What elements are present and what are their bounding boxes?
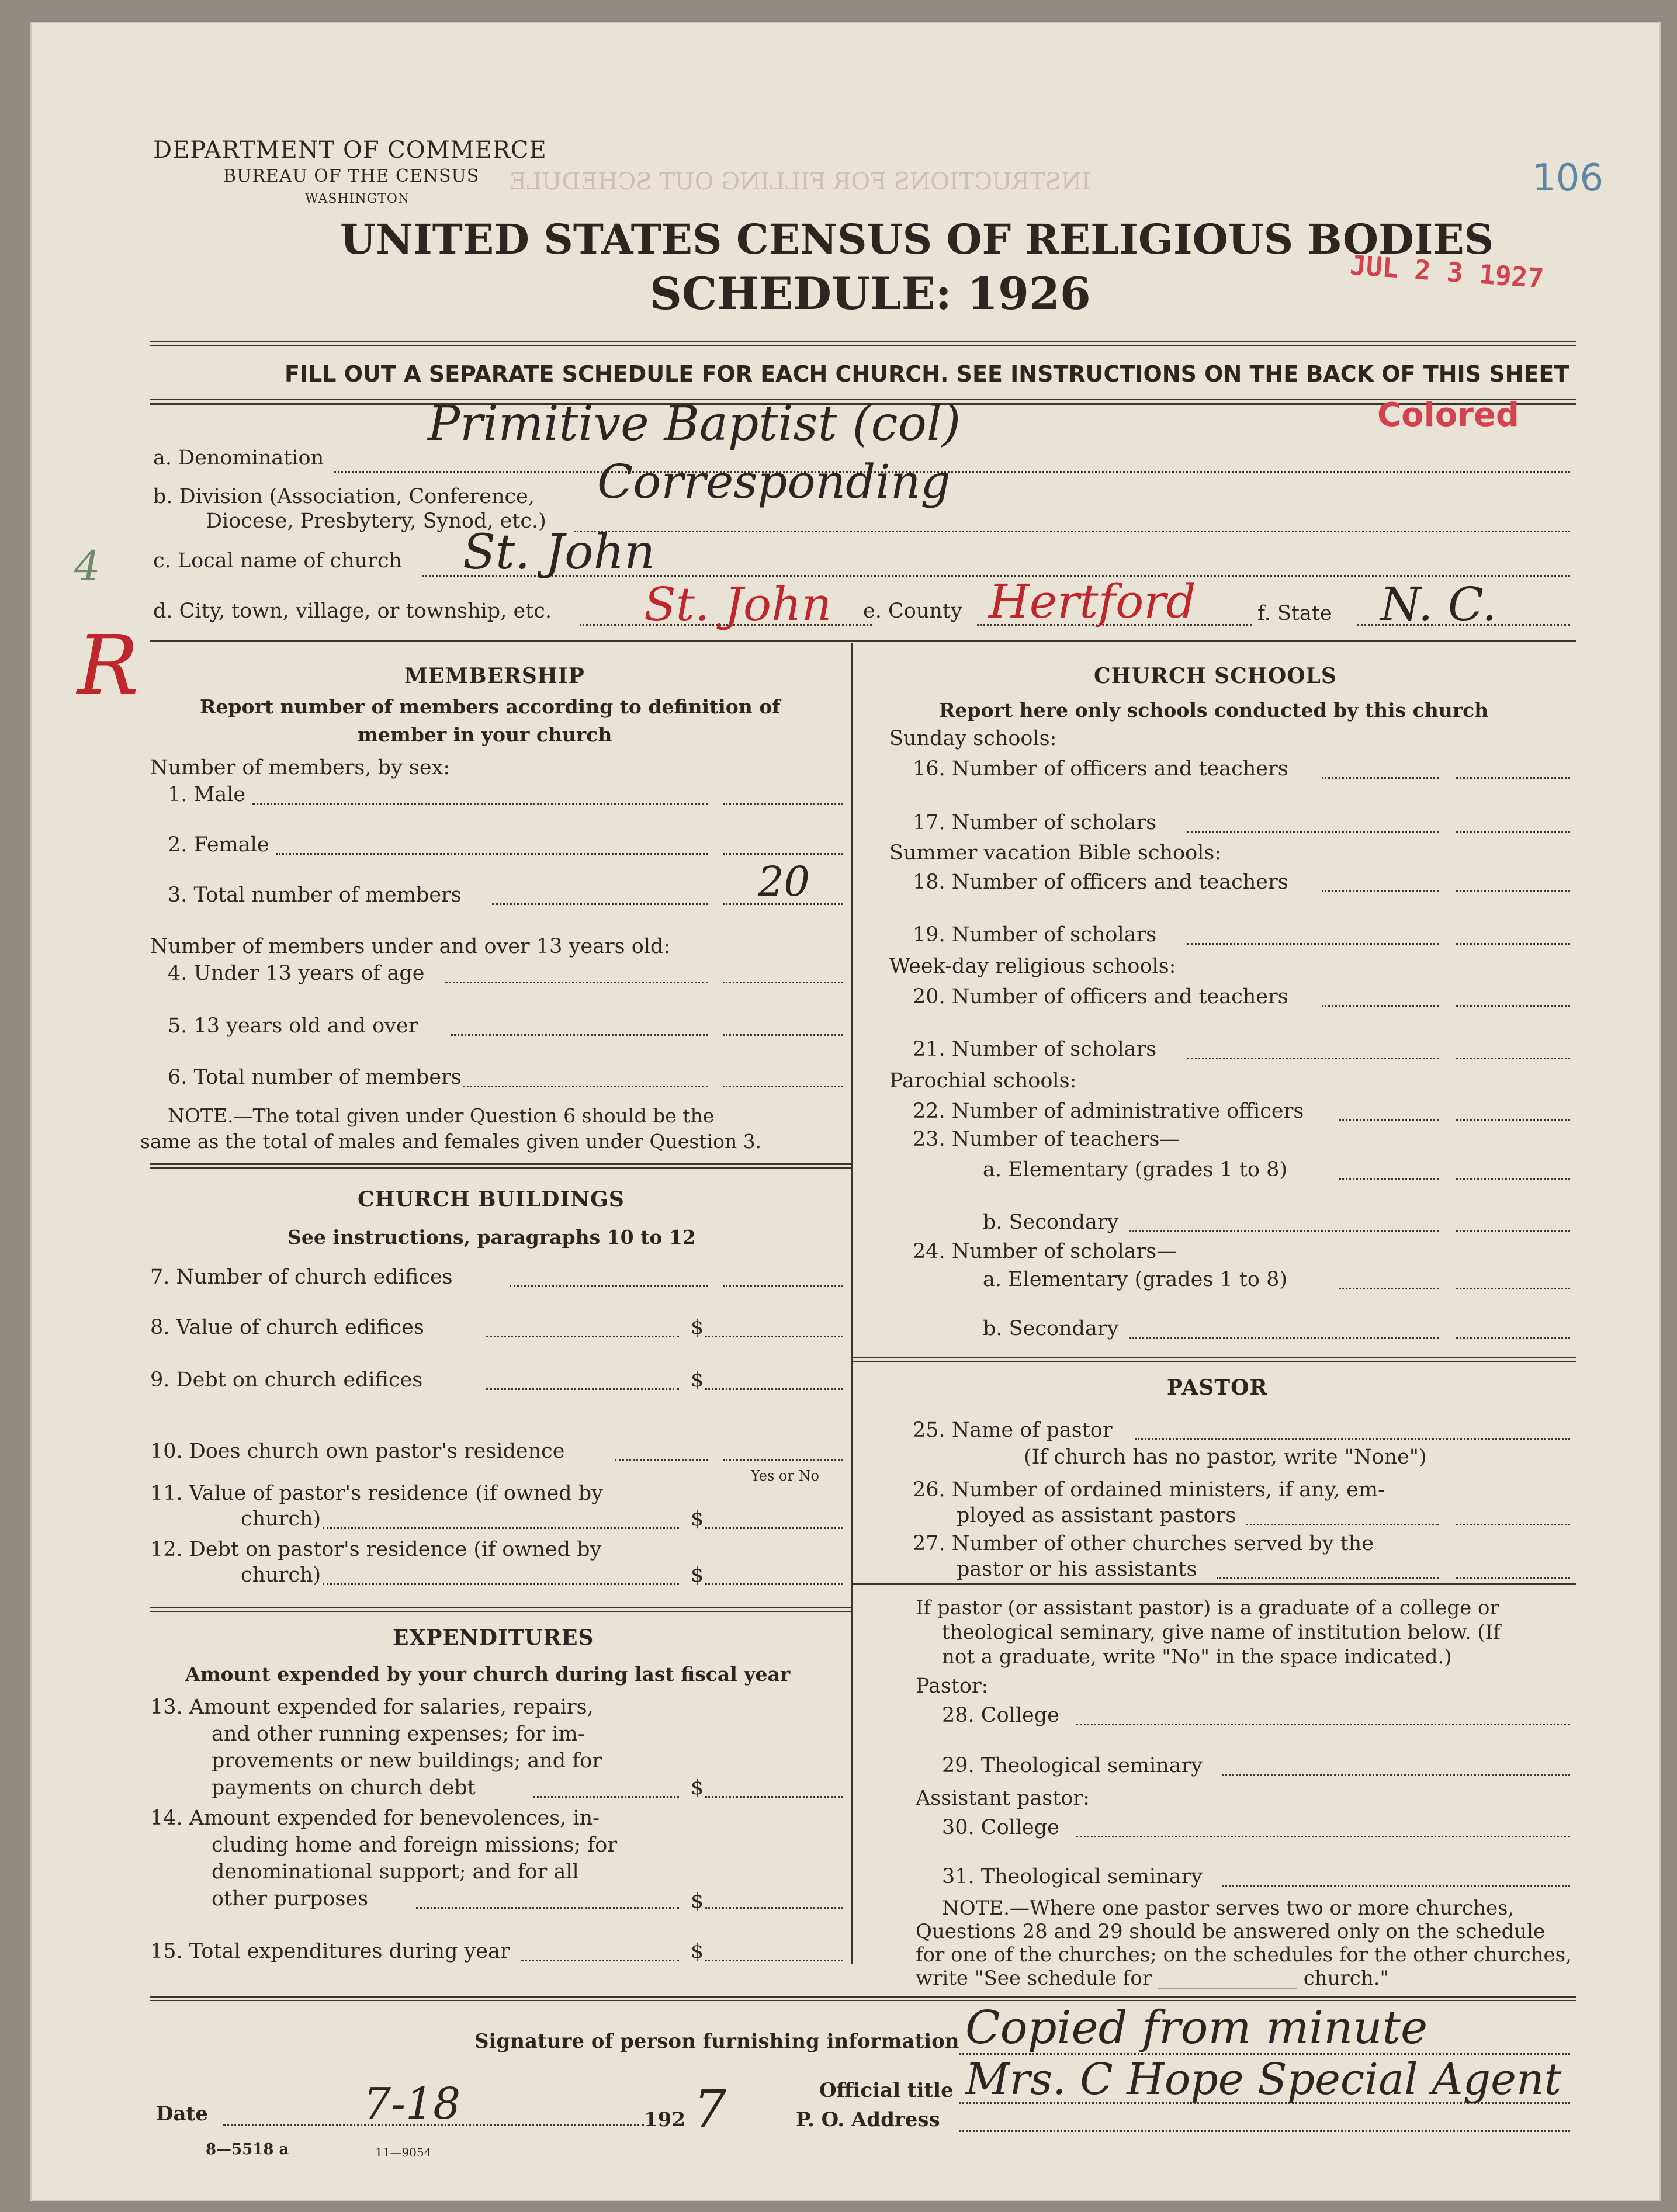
pastor-note-4: write "See schedule for ______________ church."	[916, 1967, 1390, 1990]
q1-label: 1. Male	[168, 783, 246, 806]
q8-dollar: $	[691, 1316, 704, 1339]
q9-label: 9. Debt on church edifices	[150, 1368, 423, 1392]
q19-label: 19. Number of scholars	[913, 923, 1157, 946]
q13-line-4: payments on church debt	[212, 1776, 476, 1800]
q6-answer[interactable]	[723, 1086, 843, 1087]
q21-label: 21. Number of scholars	[913, 1038, 1157, 1061]
margin-mark: R	[77, 618, 139, 713]
received-date-stamp: JUL 2 3 1927	[1349, 249, 1545, 294]
q14-dollar: $	[691, 1889, 704, 1913]
official-title-value: Mrs. C Hope Special Agent	[965, 2054, 1562, 2104]
pastor-sub-label: Pastor:	[916, 1674, 989, 1698]
q23a-label: a. Elementary (grades 1 to 8)	[983, 1158, 1288, 1181]
q13-dollar: $	[691, 1776, 704, 1800]
expenditures-sub: Amount expended by your church during last fiscal year	[185, 1663, 791, 1686]
state-label: f. State	[1257, 602, 1332, 625]
pastor-note-3: for one of the churches; on the schedules for the other churches,	[916, 1943, 1572, 1967]
q7-label: 7. Number of church edifices	[150, 1266, 453, 1289]
q20-leader	[1322, 1005, 1439, 1007]
print-number: 11—9054	[375, 2145, 432, 2159]
signature-value: Copied from minute	[965, 2002, 1428, 2054]
q2-label: 2. Female	[168, 833, 269, 857]
membership-note-1: NOTE.—The total given under Question 6 should be the	[168, 1104, 715, 1127]
division-label-2: Diocese, Presbytery, Synod, etc.)	[206, 509, 546, 533]
schools-rule-2	[853, 1361, 1576, 1362]
q11-label-2: church)	[241, 1507, 321, 1531]
parochial-schools-label: Parochial schools:	[889, 1069, 1077, 1093]
q27-leader	[1217, 1577, 1439, 1579]
pastor-title: PASTOR	[1167, 1375, 1268, 1400]
q7-leader	[510, 1285, 708, 1287]
pastor-rule	[853, 1583, 1576, 1585]
q10-answer[interactable]	[723, 1459, 843, 1461]
instruction-banner: FILL OUT A SEPARATE SCHEDULE FOR EACH CHURCH. SEE INSTRUCTIONS ON THE BACK OF THIS SHEET	[285, 361, 1569, 387]
county-label: e. County	[863, 599, 962, 623]
q7-answer[interactable]	[723, 1285, 843, 1287]
schools-title: CHURCH SCHOOLS	[1094, 664, 1337, 688]
q22-answer[interactable]	[1456, 1119, 1570, 1121]
q19-leader	[1187, 943, 1439, 945]
q24-label: 24. Number of scholars—	[913, 1240, 1177, 1263]
q16-label: 16. Number of officers and teachers	[913, 757, 1288, 781]
q5-answer[interactable]	[723, 1034, 843, 1036]
schools-rule	[853, 1357, 1576, 1358]
q9-leader	[486, 1388, 679, 1390]
q11-dollar: $	[691, 1507, 704, 1531]
footer-rule-2	[150, 2000, 1576, 2001]
q10-yes-no: Yes or No	[751, 1468, 819, 1484]
bleed-through-heading: INSTRUCTIONS FOR FILLING OUT SCHEDULE	[510, 168, 1091, 195]
bureau-name: BUREAU OF THE CENSUS	[223, 166, 480, 186]
q14-line-1: 14. Amount expended for benevolences, in-	[150, 1807, 600, 1830]
q18-answer[interactable]	[1456, 890, 1570, 892]
form-title: UNITED STATES CENSUS OF RELIGIOUS BODIES	[340, 215, 1494, 264]
members-by-sex: Number of members, by sex:	[150, 756, 451, 779]
q13-line-2: and other running expenses; for im-	[212, 1722, 585, 1746]
q14-line-4: other purposes	[212, 1887, 369, 1911]
q3-label: 3. Total number of members	[168, 883, 462, 907]
pastor-note-2: Questions 28 and 29 should be answered only on the schedule	[916, 1920, 1546, 1943]
q8-answer[interactable]	[705, 1336, 843, 1337]
summer-schools-label: Summer vacation Bible schools:	[889, 841, 1222, 865]
date-label: Date	[156, 2102, 208, 2126]
q14-leader	[416, 1907, 679, 1909]
q27-answer[interactable]	[1456, 1577, 1570, 1579]
margin-number: 4	[74, 542, 101, 590]
year-value: 7	[694, 2079, 726, 2139]
q10-leader	[615, 1459, 708, 1461]
q14-line-3: denominational support; and for all	[212, 1860, 579, 1884]
q28-field[interactable]	[1076, 1724, 1570, 1725]
q16-answer[interactable]	[1456, 777, 1570, 779]
county-value: Hertford	[989, 574, 1196, 629]
census-schedule-sheet	[30, 22, 1661, 2201]
q12-label-2: church)	[241, 1563, 321, 1587]
city-value: St. John	[644, 577, 832, 632]
q23b-leader	[1129, 1230, 1439, 1232]
q18-label: 18. Number of officers and teachers	[913, 871, 1288, 894]
q5-label: 5. 13 years old and over	[168, 1014, 418, 1038]
q20-answer[interactable]	[1456, 1005, 1570, 1007]
date-value: 7-18	[363, 2079, 461, 2129]
q24b-answer[interactable]	[1456, 1337, 1570, 1339]
q30-label: 30. College	[942, 1816, 1059, 1839]
id-rule	[150, 640, 1576, 642]
q8-label: 8. Value of church edifices	[150, 1316, 424, 1339]
footer-rule	[150, 1996, 1576, 1998]
q9-answer[interactable]	[705, 1388, 843, 1390]
bureau-city: WASHINGTON	[305, 192, 410, 206]
q17-leader	[1187, 831, 1439, 833]
signature-label: Signature of person furnishing information	[474, 2030, 959, 2053]
header-rule-top2	[150, 345, 1576, 346]
q12-leader	[323, 1583, 679, 1585]
q23b-answer[interactable]	[1456, 1230, 1570, 1232]
q29-field[interactable]	[1222, 1774, 1570, 1776]
division-label-1: b. Division (Association, Conference,	[153, 485, 535, 508]
department-name: DEPARTMENT OF COMMERCE	[153, 137, 547, 164]
header-rule-top	[150, 341, 1576, 342]
buildings-rule	[150, 1607, 851, 1608]
q25-note: (If church has no pastor, write "None")	[1024, 1445, 1427, 1469]
schedule-title: SCHEDULE: 1926	[650, 268, 1091, 320]
q30-field[interactable]	[1076, 1836, 1570, 1837]
q13-answer[interactable]	[705, 1796, 843, 1798]
q23b-label: b. Secondary	[983, 1211, 1119, 1234]
q28-label: 28. College	[942, 1704, 1059, 1727]
q27-label-1: 27. Number of other churches served by the	[913, 1532, 1374, 1555]
pastor-note-1: NOTE.—Where one pastor serves two or more churches,	[942, 1897, 1515, 1920]
q26-answer[interactable]	[1456, 1524, 1570, 1525]
q11-answer[interactable]	[705, 1527, 843, 1529]
membership-sub-2: member in your church	[358, 723, 612, 746]
local-name-label: c. Local name of church	[153, 549, 403, 573]
q18-leader	[1322, 890, 1439, 892]
q11-label-1: 11. Value of pastor's residence (if owned by	[150, 1482, 603, 1505]
q23-label: 23. Number of teachers—	[913, 1128, 1180, 1151]
q26-leader	[1246, 1524, 1439, 1525]
q24b-label: b. Secondary	[983, 1317, 1119, 1340]
po-address-field[interactable]	[959, 2130, 1570, 2132]
colored-stamp: Colored	[1377, 396, 1519, 434]
q26-label-2: ployed as assistant pastors	[957, 1504, 1236, 1527]
form-number: 8—5518 a	[206, 2141, 289, 2158]
q9-dollar: $	[691, 1368, 704, 1392]
denomination-value: Primitive Baptist (col)	[428, 396, 961, 452]
q5-leader	[451, 1034, 708, 1036]
grad-note-1: If pastor (or assistant pastor) is a graduate of a college or	[916, 1596, 1499, 1620]
q24a-answer[interactable]	[1456, 1288, 1570, 1289]
q31-field[interactable]	[1222, 1885, 1570, 1887]
q4-label: 4. Under 13 years of age	[168, 962, 425, 985]
q6-label: 6. Total number of members	[168, 1066, 462, 1089]
membership-note-2: same as the total of males and females given under Question 3.	[140, 1130, 762, 1153]
denomination-label: a. Denomination	[153, 446, 324, 470]
q27-label-2: pastor or his assistants	[957, 1558, 1197, 1581]
q11-leader	[323, 1527, 679, 1529]
q15-answer[interactable]	[705, 1960, 843, 1961]
q3-leader	[492, 903, 708, 905]
sunday-schools-label: Sunday schools:	[889, 727, 1057, 750]
q29-label: 29. Theological seminary	[942, 1754, 1203, 1777]
buildings-title: CHURCH BUILDINGS	[358, 1187, 625, 1212]
q15-dollar: $	[691, 1940, 704, 1963]
q21-leader	[1187, 1058, 1439, 1059]
q15-leader	[521, 1960, 679, 1961]
denomination-field[interactable]	[334, 471, 1570, 473]
buildings-rule-2	[150, 1611, 851, 1612]
official-title-label: Official title	[819, 2079, 954, 2102]
q17-answer[interactable]	[1456, 831, 1570, 833]
q21-answer[interactable]	[1456, 1058, 1570, 1059]
membership-title: MEMBERSHIP	[404, 664, 585, 688]
q10-label: 10. Does church own pastor's residence	[150, 1440, 565, 1463]
schools-sub: Report here only schools conducted by this church	[939, 699, 1489, 722]
q23a-answer[interactable]	[1456, 1178, 1570, 1180]
q13-line-3: provements or new buildings; and for	[212, 1749, 602, 1773]
q6-leader	[463, 1086, 708, 1087]
assistant-sub-label: Assistant pastor:	[916, 1787, 1090, 1810]
q17-label: 17. Number of scholars	[913, 811, 1157, 834]
q2-leader	[276, 853, 708, 855]
q4-answer[interactable]	[723, 982, 843, 983]
state-value: N. C.	[1380, 577, 1497, 632]
grad-note-3: not a graduate, write "No" in the space indicated.)	[942, 1645, 1452, 1669]
q24a-leader	[1339, 1288, 1439, 1289]
division-field[interactable]	[574, 531, 1570, 532]
year-label: 192	[644, 2108, 685, 2131]
q19-answer[interactable]	[1456, 943, 1570, 945]
q1-leader	[252, 803, 708, 805]
q22-label: 22. Number of administrative officers	[913, 1100, 1304, 1123]
q13-line-1: 13. Amount expended for salaries, repairs,	[150, 1696, 594, 1719]
center-column-rule	[851, 643, 853, 1964]
q20-label: 20. Number of officers and teachers	[913, 985, 1288, 1008]
q12-label-1: 12. Debt on pastor's residence (if owned by	[150, 1538, 602, 1561]
q24a-label: a. Elementary (grades 1 to 8)	[983, 1268, 1288, 1291]
q3-value: 20	[758, 858, 810, 906]
q14-answer[interactable]	[705, 1907, 843, 1909]
po-address-label: P. O. Address	[796, 2108, 940, 2131]
q12-dollar: $	[691, 1563, 704, 1587]
division-value: Corresponding	[597, 455, 951, 509]
q4-leader	[445, 982, 708, 983]
q13-leader	[533, 1796, 679, 1798]
q31-label: 31. Theological seminary	[942, 1865, 1203, 1888]
q23a-leader	[1339, 1178, 1439, 1180]
grad-note-2: theological seminary, give name of institution below. (If	[942, 1621, 1501, 1644]
buildings-sub: See instructions, paragraphs 10 to 12	[287, 1226, 696, 1249]
weekday-schools-label: Week-day religious schools:	[889, 955, 1176, 978]
members-by-age: Number of members under and over 13 years old:	[150, 935, 671, 958]
q16-leader	[1322, 777, 1439, 779]
q26-label-1: 26. Number of ordained ministers, if any, em-	[913, 1478, 1385, 1502]
q24b-leader	[1129, 1337, 1439, 1339]
q15-label: 15. Total expenditures during year	[150, 1940, 510, 1963]
q12-answer[interactable]	[705, 1583, 843, 1585]
membership-rule	[150, 1163, 851, 1165]
q14-line-2: cluding home and foreign missions; for	[212, 1833, 618, 1857]
membership-rule-2	[150, 1167, 851, 1169]
q22-leader	[1339, 1119, 1439, 1121]
expenditures-title: EXPENDITURES	[393, 1625, 594, 1650]
q25-field[interactable]	[1135, 1438, 1570, 1440]
q25-label: 25. Name of pastor	[913, 1419, 1113, 1442]
membership-sub-1: Report number of members according to definition of	[200, 695, 781, 718]
q1-answer[interactable]	[723, 803, 843, 805]
q2-answer[interactable]	[723, 853, 843, 855]
page-number: 106	[1532, 157, 1604, 200]
q8-leader	[486, 1336, 679, 1337]
local-name-value: St. John	[463, 525, 656, 580]
city-label: d. City, town, village, or township, etc.	[153, 599, 552, 623]
